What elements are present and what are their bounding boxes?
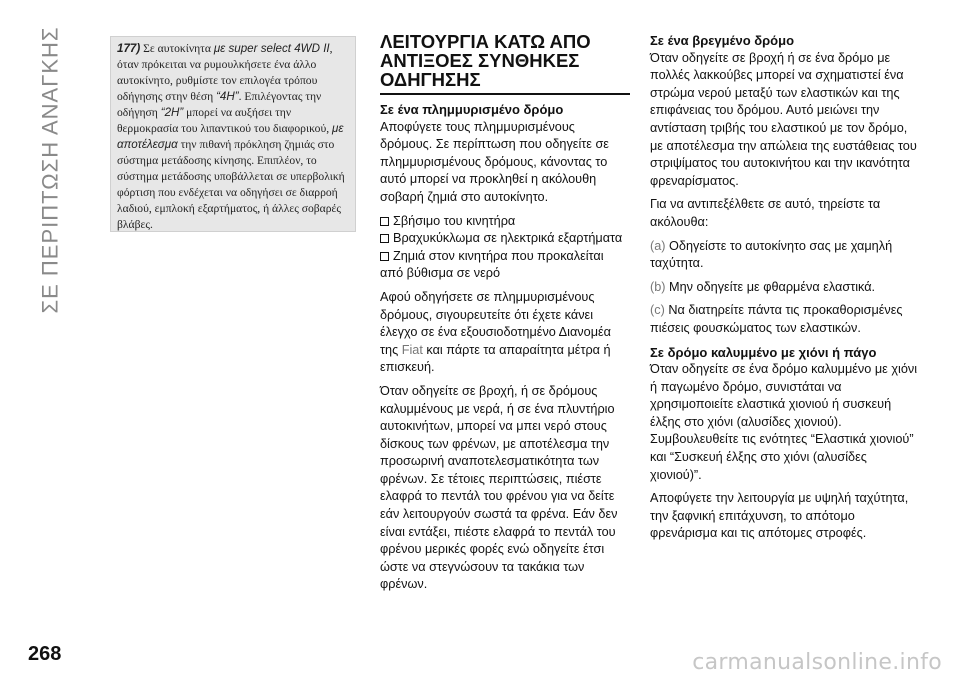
bullet-item (380, 248, 630, 283)
note-text-7: μπορεί να αυξήσει την θερμοκρασία του λιπαντικού του διαφορικού, (117, 106, 332, 135)
warning-note-box (110, 36, 356, 232)
snow-road-heading: Σε δρόμο καλυμμένο με χιόνι ή πάγο (650, 344, 877, 360)
middle-column (380, 32, 630, 600)
checkbox-square-icon (380, 234, 389, 243)
note-text-9: την πιθανή πρόκληση ζημιάς στο σύστημα μετάδοσης κίνησης. Επιπλέον, το σύστημα μετάδοσης υποβάλλεται σε υπερβολική φόρτιση που ενδέχεται να οδηγήσει σε διαρροή λαδιού, εμπλοκή εξαρτήματος, ή άλλες σοβαρές βλάβες. (117, 138, 345, 231)
note-text-3: , όταν πρόκειται να ρυμουλκήσετε ένα άλλο αυτοκίνητο, ρυθμίστε τον επιλογέα τρόπου οδήγησης στην θέση (117, 42, 333, 103)
list-item (650, 279, 920, 297)
avoid-paragraph: Αποφύγετε την λειτουργία με υψηλή ταχύτητα, την ξαφνική επιτάχυνση, το απότομο φρενάρισμα και τις απότομες στροφές. (650, 491, 909, 541)
snow-road-paragraph: Όταν οδηγείτε σε ένα δρόμο καλυμμένο με χιόνι ή παγωμένο δρόμο, συνιστάται να χρησιμοποιείτε ελαστικά χιονιού ή συσκευή έλξης στο χιόνι (αλυσίδες χιονιού). Συμβουλευθείτε τις ενότητες “Ελαστικά χιονιού” και “Συσκευή έλξης στο χιόνι (αλυσίδες χιονιού)”. (650, 362, 918, 482)
list-item-text: Οδηγείστε το αυτοκίνητο σας με χαμηλή ταχύτητα. (650, 238, 893, 271)
note-text-5: . Επιλέγοντας την οδήγηση (117, 90, 322, 119)
flood-heading: Σε ένα πλημμυρισμένο δρόμο (380, 102, 564, 117)
bullet-text: Σβήσιμο του κινητήρα (393, 213, 516, 228)
counter-paragraph: Για να αντιπεξέλθετε σε αυτό, τηρείστε τα ακόλουθα: (650, 197, 881, 229)
list-item (650, 238, 920, 273)
note-text-1: Σε αυτοκίνητα (140, 42, 214, 55)
bullet-text: Βραχυκύκλωμα σε ηλεκτρικά εξαρτήματα (393, 231, 623, 246)
watermark-logo: carmanualsonline.info (692, 650, 942, 675)
rain-paragraph: Όταν οδηγείτε σε βροχή, ή σε δρόμους καλυμμένους με νερά, ή σε ένα πλυντήριο αυτοκινήτων, μπορεί να μπει νερό στους δίσκους των φρένων, με αποτέλεσμα την προσωρινή αναποτελεσματικότητα των φρένων. Σε τέτοιες περιπτώσεις, πιέστε ελαφρά το πεντάλ του φρένου για να δείτε εάν λειτουργούν σωστά τα φρένα. Εάν δεν είναι εντάξει, πιέστε ελαφρά το πεντάλ του φρένου μερικές φορές ενώ οδηγείτε έτσι ώστε να στεγνώσουν τα τακάκια των φρένων. (380, 383, 618, 592)
list-item-label: (c) (650, 303, 665, 318)
page-number: 268 (28, 643, 62, 665)
list-item (650, 302, 920, 337)
wet-road-paragraph: Όταν οδηγείτε σε βροχή ή σε ένα δρόμο με πολλές λακκούβες μπορεί να σχηματιστεί ένα στρώμα νερού μεταξύ των ελαστικών και της επιφάνειας του δρόμου. Αυτό μειώνει την αντίσταση τριβής του ελαστικού με τον δρόμο, με αποτέλεσμα την απώλεια της ευστάθειας του στριψίματος του αυτοκινήτου και την ικανότητα φρεναρίσματος. (650, 50, 917, 188)
after-flood-text-1: Αφού οδηγήσετε σε πλημμυρισμένους δρόμους, σιγουρευτείτε ότι έχετε κάνει έλεγχο σε ένα εξουσιοδοτημένο Διανομέα της (380, 289, 611, 357)
list-item-text: Μην οδηγείτε με φθαρμένα ελαστικά. (665, 279, 876, 294)
right-column (650, 32, 920, 549)
after-flood-paragraph (380, 289, 630, 377)
section-sidebar-title (30, 20, 70, 320)
wet-road-heading: Σε ένα βρεγμένο δρόμο (650, 33, 795, 48)
note-text-2: με super select 4WD II (213, 42, 330, 55)
checkbox-square-icon (380, 252, 389, 261)
note-text-4: “4H” (216, 90, 239, 103)
note-number: 177) (117, 42, 141, 55)
checkbox-square-icon (380, 217, 389, 226)
list-item-label: (a) (650, 238, 666, 253)
note-text-8: με αποτέλεσμα (117, 122, 344, 151)
page-title: ΛΕΙΤΟΥΡΓΙΑ ΚΑΤΩ ΑΠΟ ΑΝΤΙΞΟΕΣ ΣΥΝΘΗΚΕΣ ΟΔΗΓΗΣΗΣ (380, 32, 630, 95)
note-text-6: “2H” (160, 106, 184, 119)
bullet-item (380, 213, 630, 231)
flood-intro: Αποφύγετε τους πλημμυρισμένους δρόμους. Σε περίπτωση που οδηγείτε σε πλημμυρισμένους δρόμους, κάνοντας το αυτό μπορεί να προκληθεί η ακόλουθη σοβαρή ζημιά στο αυτοκίνητο. (380, 119, 609, 204)
list-item-label: (b) (650, 279, 666, 294)
fiat-brand-text: Fiat (401, 342, 423, 357)
bullet-text: Ζημιά στον κινητήρα που προκαλείται από βύθισμα σε νερό (380, 248, 604, 281)
list-item-text: Να διατηρείτε πάντα τις προκαθορισμένες πιέσεις φουσκώματος των ελαστικών. (650, 303, 903, 335)
after-flood-text-2: και πάρτε τα απαραίτητα μέτρα ή επισκευή. (380, 342, 611, 375)
section-sidebar-title-text: ΣΕ ΠΕΡΙΠΤΩΣΗ ΑΝΑΓΚΗΣ (37, 26, 63, 314)
bullet-item (380, 230, 630, 248)
